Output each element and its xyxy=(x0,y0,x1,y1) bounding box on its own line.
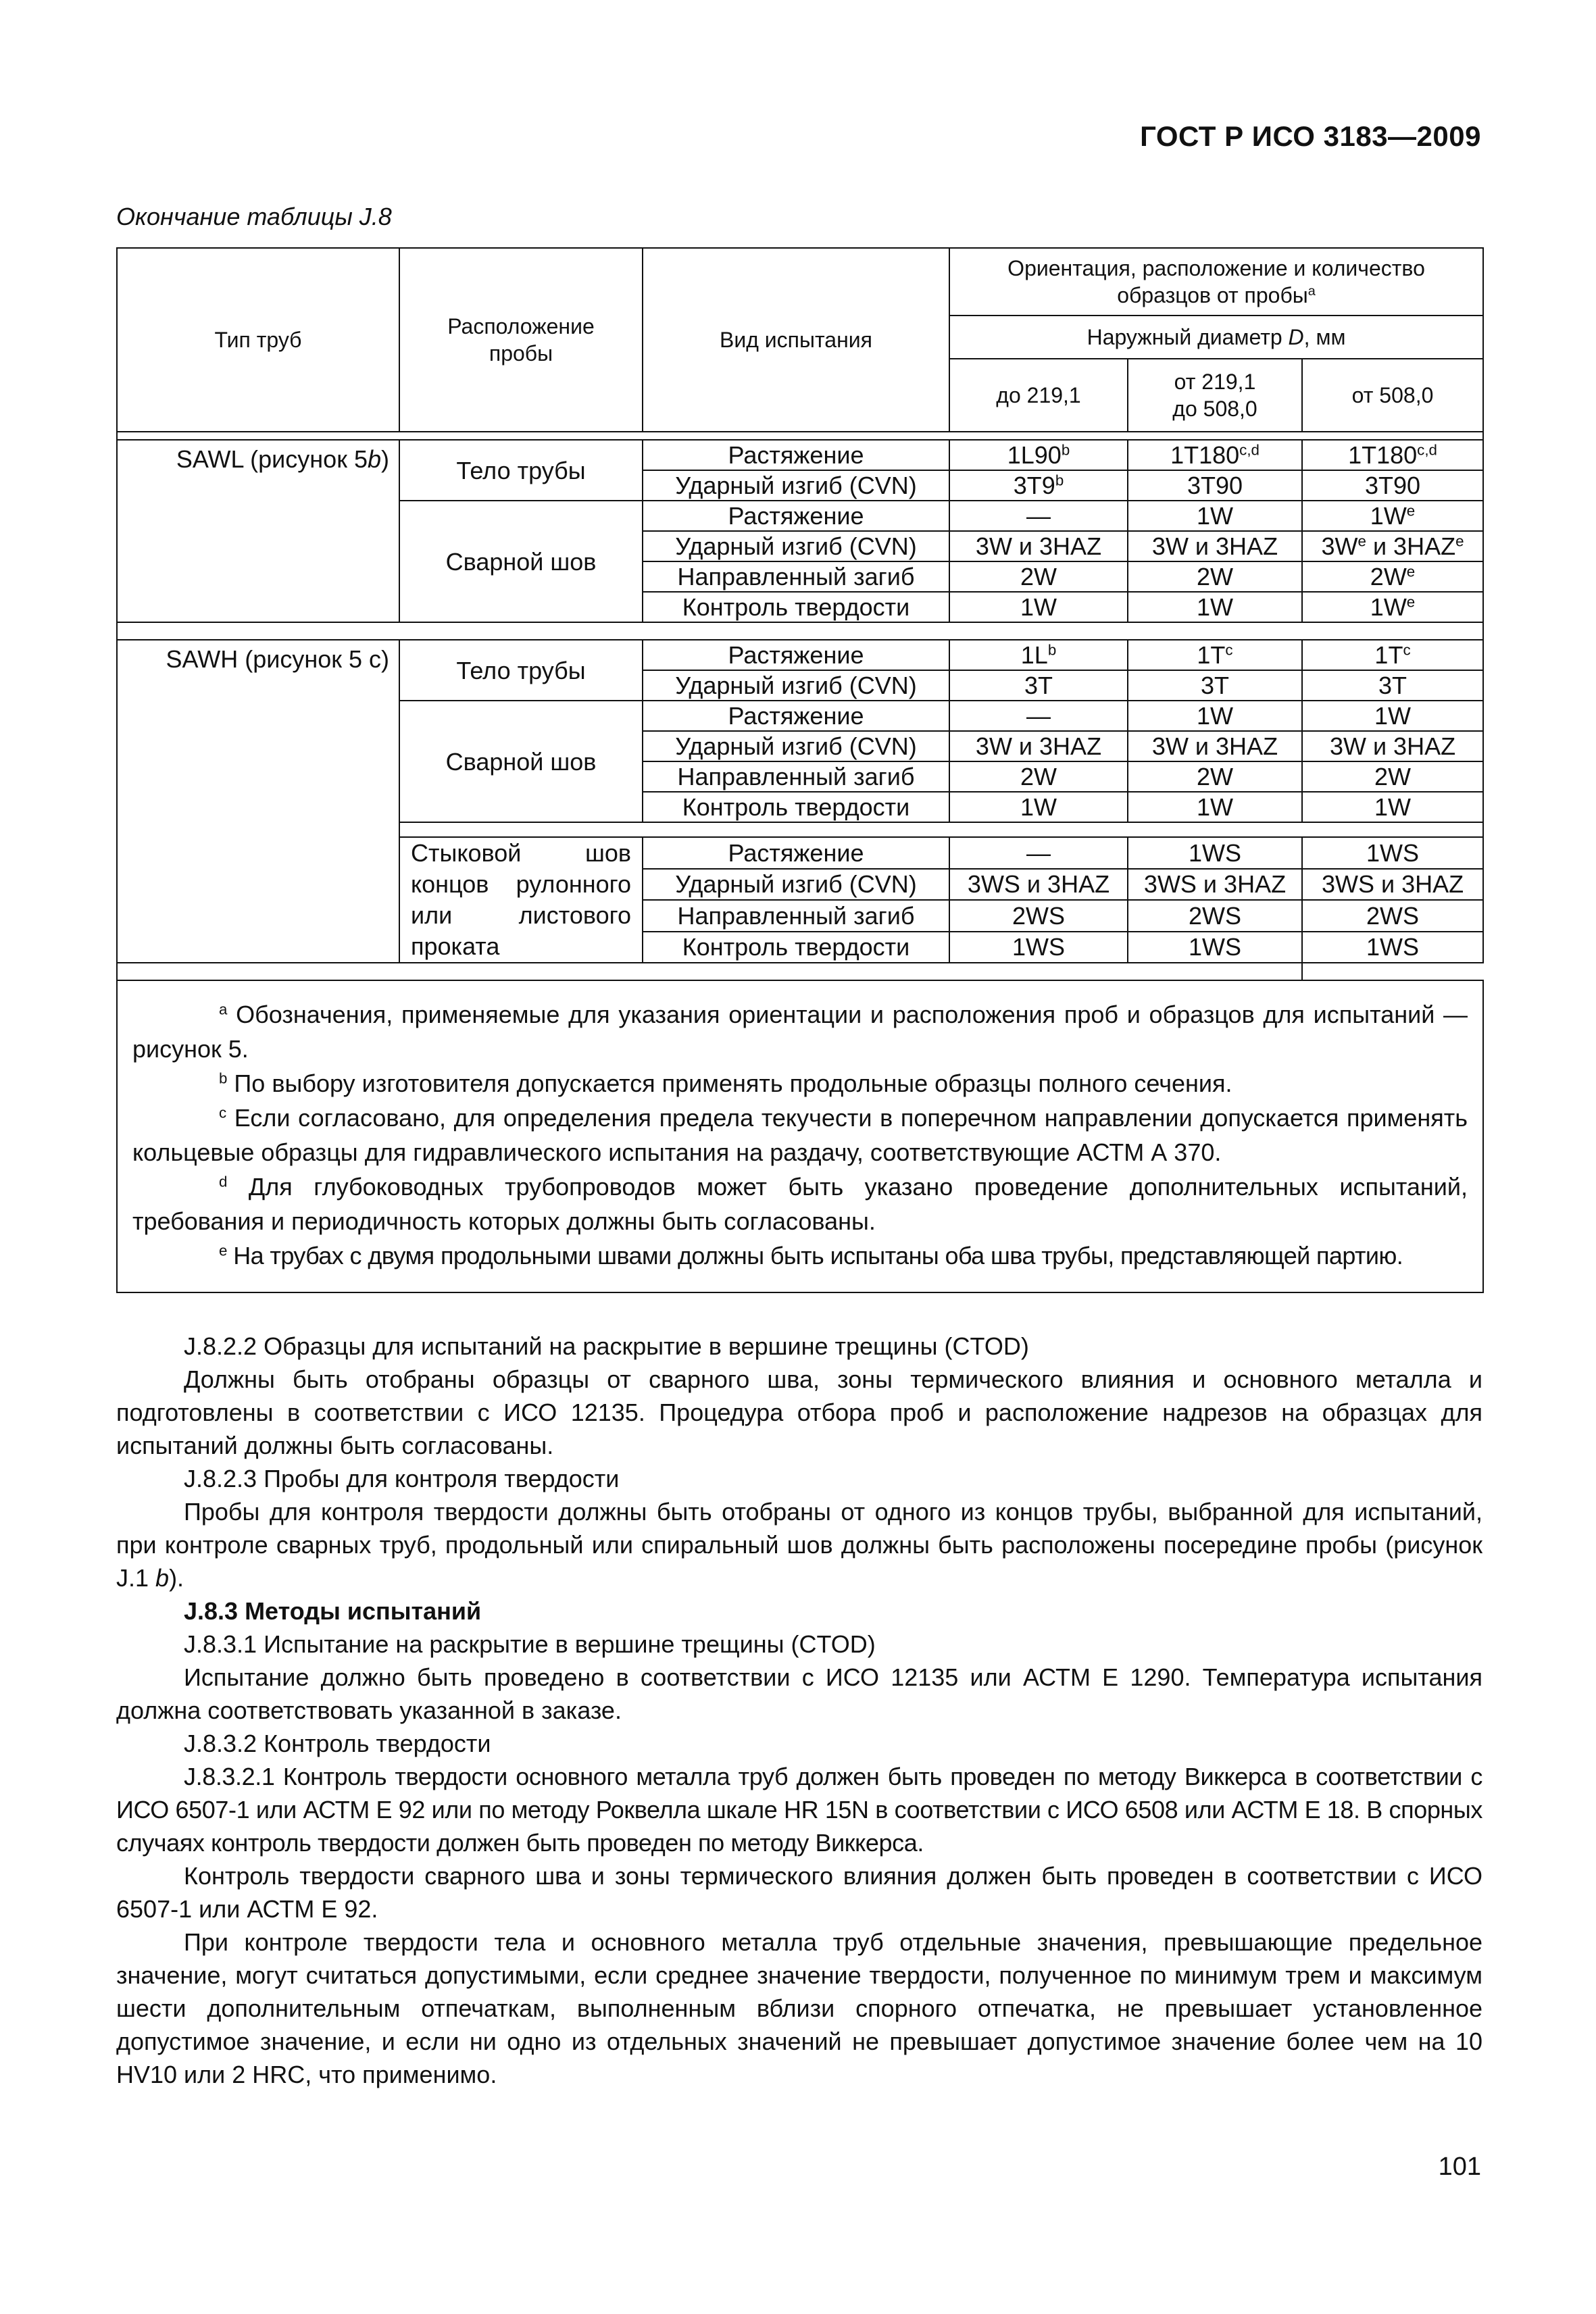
test-name: Растяжение xyxy=(643,501,949,531)
table-caption: Окончание таблицы J.8 xyxy=(116,203,392,230)
cell: 1WS xyxy=(1128,932,1302,963)
cell: 1WS xyxy=(1128,837,1302,869)
footnote-e: $^e$ На трубах с двумя продольными швами должны быть испытаны оба шва трубы, представляющей партию. xyxy=(219,1242,1403,1269)
location-strip-butt-weld: Стыковой шов концов рулонного или листового проката xyxy=(399,837,643,963)
cell: 1W xyxy=(1128,501,1302,531)
paragraph: J.8.3.2 Контроль твердости xyxy=(184,1730,491,1757)
header-row-1 xyxy=(117,248,1483,316)
cell: 1T180$^{c,d}$ xyxy=(1128,440,1302,470)
cell: $1L^b$ xyxy=(949,640,1128,670)
cell: 2WS xyxy=(949,900,1128,932)
header-location: Расположение пробы xyxy=(399,248,643,432)
test-name: Растяжение xyxy=(643,837,949,869)
pipe-type-sawh: SAWH (рисунок 5 c) xyxy=(117,640,399,963)
cell: 2W xyxy=(1302,761,1483,792)
cell: 3T90 xyxy=(1128,470,1302,501)
header-col-3: от 508,0 xyxy=(1302,359,1483,432)
cell: 1W xyxy=(1302,701,1483,731)
cell: $1T^c$ xyxy=(1128,640,1302,670)
test-name: Растяжение xyxy=(643,701,949,731)
paragraph: J.8.3.2.1 Контроль твердости основного металла труб должен быть проведен по методу Виккерса в соответствии с ИСО 6507-1 или АСТМ Е 92 или по методу Роквелла шкале HR 15N в соответствии с ИСО 6508 или АСТМ Е 18. В спорных случаях контроль твердости должен быть проведен по методу Виккерса. xyxy=(116,1763,1482,1857)
cell: 1L90$^b$ xyxy=(949,440,1128,470)
cell: 3W и 3HAZ xyxy=(1302,731,1483,761)
table-row xyxy=(117,440,1483,470)
cell: 1T180$^{c,d}$ xyxy=(1302,440,1483,470)
location-body: Тело трубы xyxy=(399,640,643,701)
test-name: Растяжение xyxy=(643,440,949,470)
cell: 3T9$^b$ xyxy=(949,470,1128,501)
paragraph: Должны быть отобраны образцы от сварного шва, зоны термического влияния и основного металла и подготовлены в соответствии с ИСО 12135. Процедура отбора проб и расположение надрезов на образцах для испытаний должны быть согласованы. xyxy=(116,1365,1482,1459)
cell: 1W xyxy=(949,592,1128,622)
tail-space xyxy=(117,963,1483,980)
header-diameter: Наружный диаметр D, мм xyxy=(949,316,1483,359)
cell: 3T xyxy=(1302,670,1483,701)
cell: 2WS xyxy=(1302,900,1483,932)
footnote-a: $^a$ Обозначения, применяемые для указания ориентации и расположения проб и образцов для испытаний — рисунок 5. xyxy=(132,1001,1468,1063)
header-orientation: Ориентация, расположение и количество образцов от пробы$^a$ xyxy=(949,248,1483,316)
footnote-d: $^d$ Для глубоководных трубопроводов может быть указано проведение дополнительных испытаний, требования и периодичность которых должны быть согласованы. xyxy=(132,1173,1468,1235)
test-name: Ударный изгиб (CVN) xyxy=(643,670,949,701)
page-header: ГОСТ Р ИСО 3183—2009 xyxy=(1140,120,1481,152)
paragraph: J.8.2.3 Пробы для контроля твердости xyxy=(184,1465,620,1492)
cell: 1WS xyxy=(949,932,1128,963)
header-test-type: Вид испытания xyxy=(643,248,949,432)
header-pipe-type: Тип труб xyxy=(117,248,399,432)
table-row xyxy=(117,640,1483,670)
paragraph: J.8.3.1 Испытание на раскрытие в вершине трещины (CTOD) xyxy=(184,1630,876,1658)
cell: 3WS и 3HAZ xyxy=(949,869,1128,901)
table-j8 xyxy=(116,247,1482,1293)
footnote-c: $^c$ Если согласовано, для определения предела текучести в поперечном направлении допускается применять кольцевые образцы для гидравлического испытания на раздачу, соответствующие АСТМ А 370. xyxy=(132,1104,1468,1166)
test-name: Направленный загиб xyxy=(643,561,949,592)
header-separator xyxy=(117,432,1483,440)
test-name: Контроль твердости xyxy=(643,792,949,822)
cell: 1W xyxy=(1128,592,1302,622)
cell: 1WS xyxy=(1302,837,1483,869)
cell: $1W^e$ xyxy=(1302,501,1483,531)
footnote-b: $^b$ По выбору изготовителя допускается применять продольные образцы полного сечения. xyxy=(219,1070,1232,1097)
cell: 3T90 xyxy=(1302,470,1483,501)
cell: 2W xyxy=(949,761,1128,792)
specimen-table xyxy=(116,247,1484,1293)
cell: $2W^e$ xyxy=(1302,561,1483,592)
paragraph: J.8.2.2 Образцы для испытаний на раскрытие в вершине трещины (CTOD) xyxy=(184,1332,1029,1360)
paragraph: При контроле твердости тела и основного металла труб отдельные значения, превышающие предельное значение, могут считаться допустимыми, если среднее значение твердости, полученное по минимум трем и максимум шести дополнительным отпечаткам, выполненным вблизи спорного отпечатка, не превышает установленное допустимое значение, и если ни одно из отдельных значений не превышает допустимое значение более чем на 10 HV10 или 2 HRC, что применимо. xyxy=(116,1928,1482,2088)
cell: 2WS xyxy=(1128,900,1302,932)
test-name: Ударный изгиб (CVN) xyxy=(643,731,949,761)
test-name: Ударный изгиб (CVN) xyxy=(643,869,949,901)
cell: 1W xyxy=(1302,792,1483,822)
header-col-1: до 219,1 xyxy=(949,359,1128,432)
body-text xyxy=(116,1330,1482,2091)
cell: 2W xyxy=(949,561,1128,592)
cell: — xyxy=(949,501,1128,531)
cell: $3W^e$ и 3HAZ$^e$ xyxy=(1302,531,1483,561)
cell: 3WS и 3HAZ xyxy=(1302,869,1483,901)
cell: 2W xyxy=(1128,761,1302,792)
cell: $1W^e$ xyxy=(1302,592,1483,622)
cell: 3WS и 3HAZ xyxy=(1128,869,1302,901)
page-number: 101 xyxy=(1438,2153,1481,2181)
pipe-type-sawl: SAWL (рисунок 5b) xyxy=(117,440,399,622)
cell: 3W и 3HAZ xyxy=(1128,731,1302,761)
test-name: Ударный изгиб (CVN) xyxy=(643,470,949,501)
location-weld: Сварной шов xyxy=(399,501,643,622)
cell: 3W и 3HAZ xyxy=(1128,531,1302,561)
location-body: Тело трубы xyxy=(399,440,643,501)
cell: 3T xyxy=(1128,670,1302,701)
cell: 1W xyxy=(1128,792,1302,822)
location-weld: Сварной шов xyxy=(399,701,643,822)
paragraph: Испытание должно быть проведено в соответствии с ИСО 12135 или АСТМ Е 1290. Температура испытания должна соответствовать указанной в заказе. xyxy=(116,1663,1482,1724)
table-footnotes xyxy=(117,980,1483,1292)
paragraph: Контроль твердости сварного шва и зоны термического влияния должен быть проведен в соответствии с ИСО 6507-1 или АСТМ Е 92. xyxy=(116,1862,1482,1923)
group-separator xyxy=(117,622,1483,640)
cell: 1WS xyxy=(1302,932,1483,963)
cell: 3W и 3HAZ xyxy=(949,531,1128,561)
test-name: Контроль твердости xyxy=(643,592,949,622)
test-name: Направленный загиб xyxy=(643,900,949,932)
section-heading: J.8.3 Методы испытаний xyxy=(184,1597,482,1625)
cell: 1W xyxy=(949,792,1128,822)
test-name: Контроль твердости xyxy=(643,932,949,963)
paragraph: Пробы для контроля твердости должны быть отобраны от одного из концов трубы, выбранной для испытаний, при контроле сварных труб, продольный или спиральный шов должны быть расположены посередине пробы (рисунок J.1 b). xyxy=(116,1498,1482,1592)
test-name: Направленный загиб xyxy=(643,761,949,792)
cell: $1T^c$ xyxy=(1302,640,1483,670)
test-name: Растяжение xyxy=(643,640,949,670)
cell: 3W и 3HAZ xyxy=(949,731,1128,761)
cell: — xyxy=(949,701,1128,731)
notes-row xyxy=(117,980,1483,1292)
cell: 1W xyxy=(1128,701,1302,731)
cell: — xyxy=(949,837,1128,869)
header-col-2: от 219,1 до 508,0 xyxy=(1128,359,1302,432)
cell: 3T xyxy=(949,670,1128,701)
cell: 2W xyxy=(1128,561,1302,592)
test-name: Ударный изгиб (CVN) xyxy=(643,531,949,561)
